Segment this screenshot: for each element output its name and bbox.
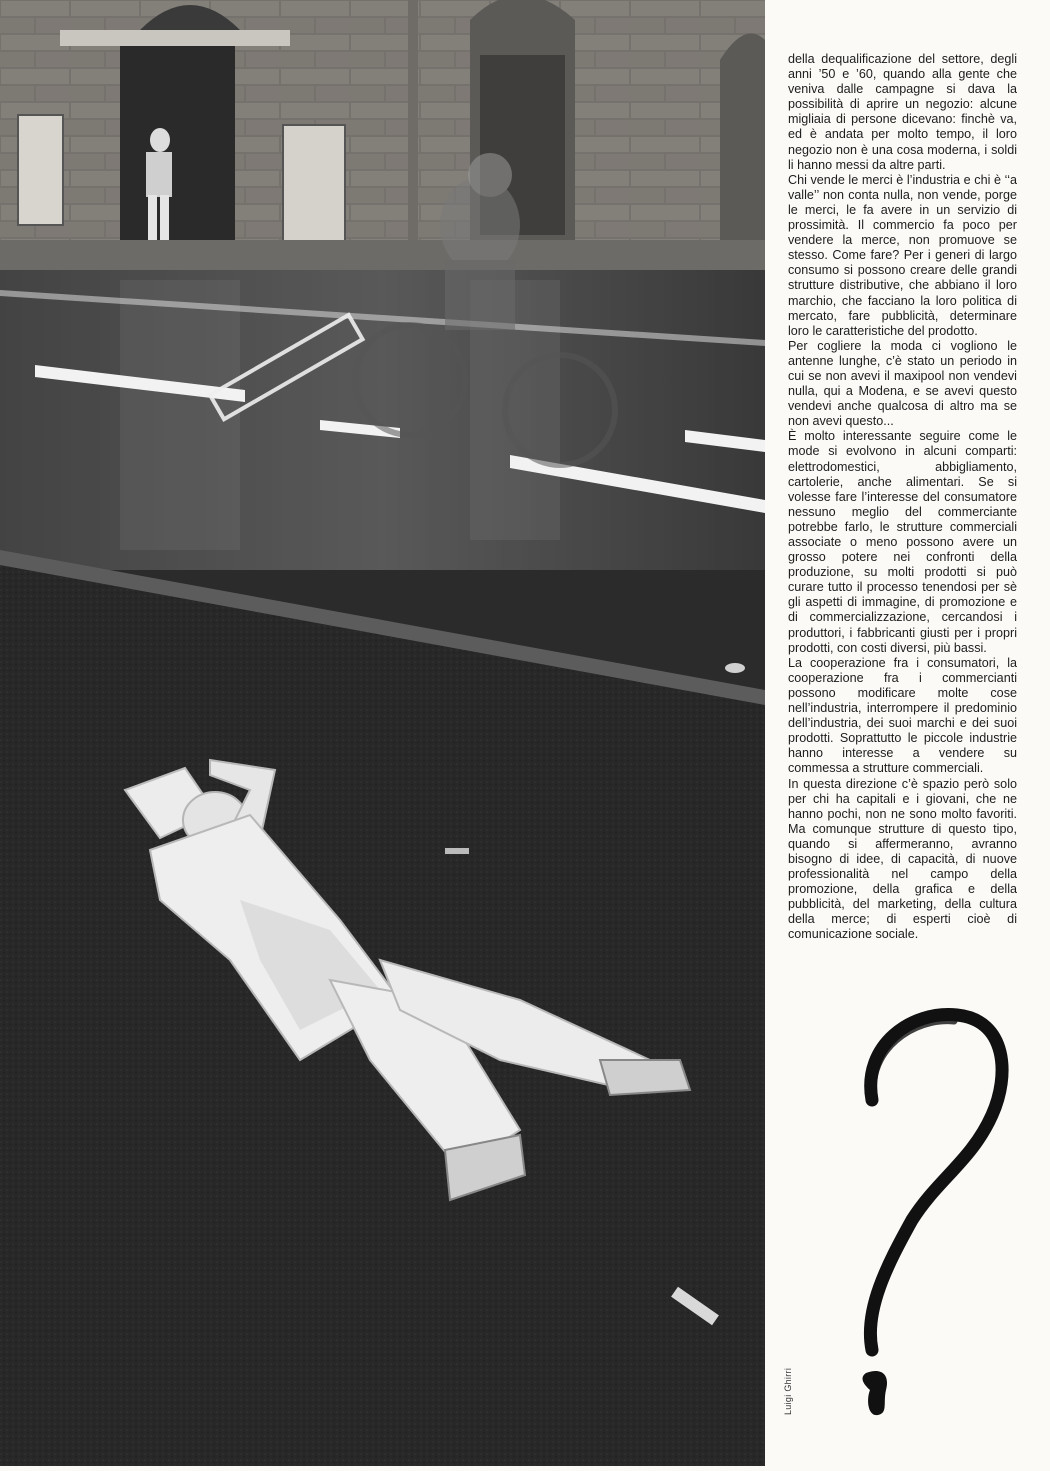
article-paragraph: Chi vende le merci è l’industria e chi è ‘‘a valle’’ non conta nulla, non vende, porge le merci, le fa avere in un servizio di prossimità. Il commercio fa poco per vendere la merce, non promuove se stesso. Come fare? Per i generi di largo consumo si possono creare delle grandi strutture distributive, che abbiano il loro marchio, che facciano la loro politica di mercato, fare pubblicità, determinare loro le caratteristiche del prodotto. [788, 172, 1017, 338]
photo-credit: Luigi Ghirri [783, 1367, 793, 1415]
notice-board-left [18, 115, 63, 225]
doorway [120, 40, 235, 255]
article-paragraph: La cooperazione fra i consumatori, la cooperazione fra i commercianti possono modificare molte cose nell’industria, interrompere il predominio dell’industria, dei suoi marchi e dei suoi prodotti. Soprattutto le piccole industrie hanno interesse a vendere su commessa a strutture commerciali. [788, 655, 1017, 776]
question-mark-drawing [842, 1005, 1017, 1425]
article-text-column [788, 52, 1017, 943]
article-paragraph: Per cogliere la moda ci vogliono le antenne lunghe, c’è stato un periodo in cui se non avevi il maxipool non vendevi nulla, qui a Modena, e se avevi questo vendevi anche qualcosa di altro ma se non avevi questo... [788, 338, 1017, 429]
article-paragraph: In questa direzione c’è spazio però solo per chi ha capitali e i giovani, che ne hanno pochi, non ne sono molto favoriti. Ma comunque strutture di questo tipo, quando si affermeranno, avranno bisogno di idee, di capacità, di nuove professionalità nel campo della promozione, della grafica e della pubblicità, del marketing, della cultura della merce; di esperti cioè di comunicazione sociale. [788, 776, 1017, 942]
notice-board-right [283, 125, 345, 255]
article-paragraph: della dequalificazione del settore, degli anni ’50 e ’60, quando alla gente che veniva dalle campagne si dava la possibilità di aprire un negozio: alcune migliaia di persone dicevano: finchè va, ed è andata per molto tempo, il loro negozio non è una cosa moderna, i soldi li hanno messi da altre parti. [788, 52, 1017, 172]
article-paragraph: È molto interessante seguire come le mode si evolvono in alcuni comparti: elettrodomestici, abbigliamento, cartolerie, anche alimentari. Se si volesse fare l’interesse del consumatore nessuno meglio del commerciante potrebbe farlo, le strutture commerciali associate o meno possono avere un grosso potere nei confronti della produzione, su molti prodotti si può curare tutto il processo tenendosi per sè gli aspetti di immagine, di promozione e di commercializzazione, cercandosi i produttori, i fabbricanti giusti per i propri prodotti, con costi diversi, più bassi. [788, 429, 1017, 655]
